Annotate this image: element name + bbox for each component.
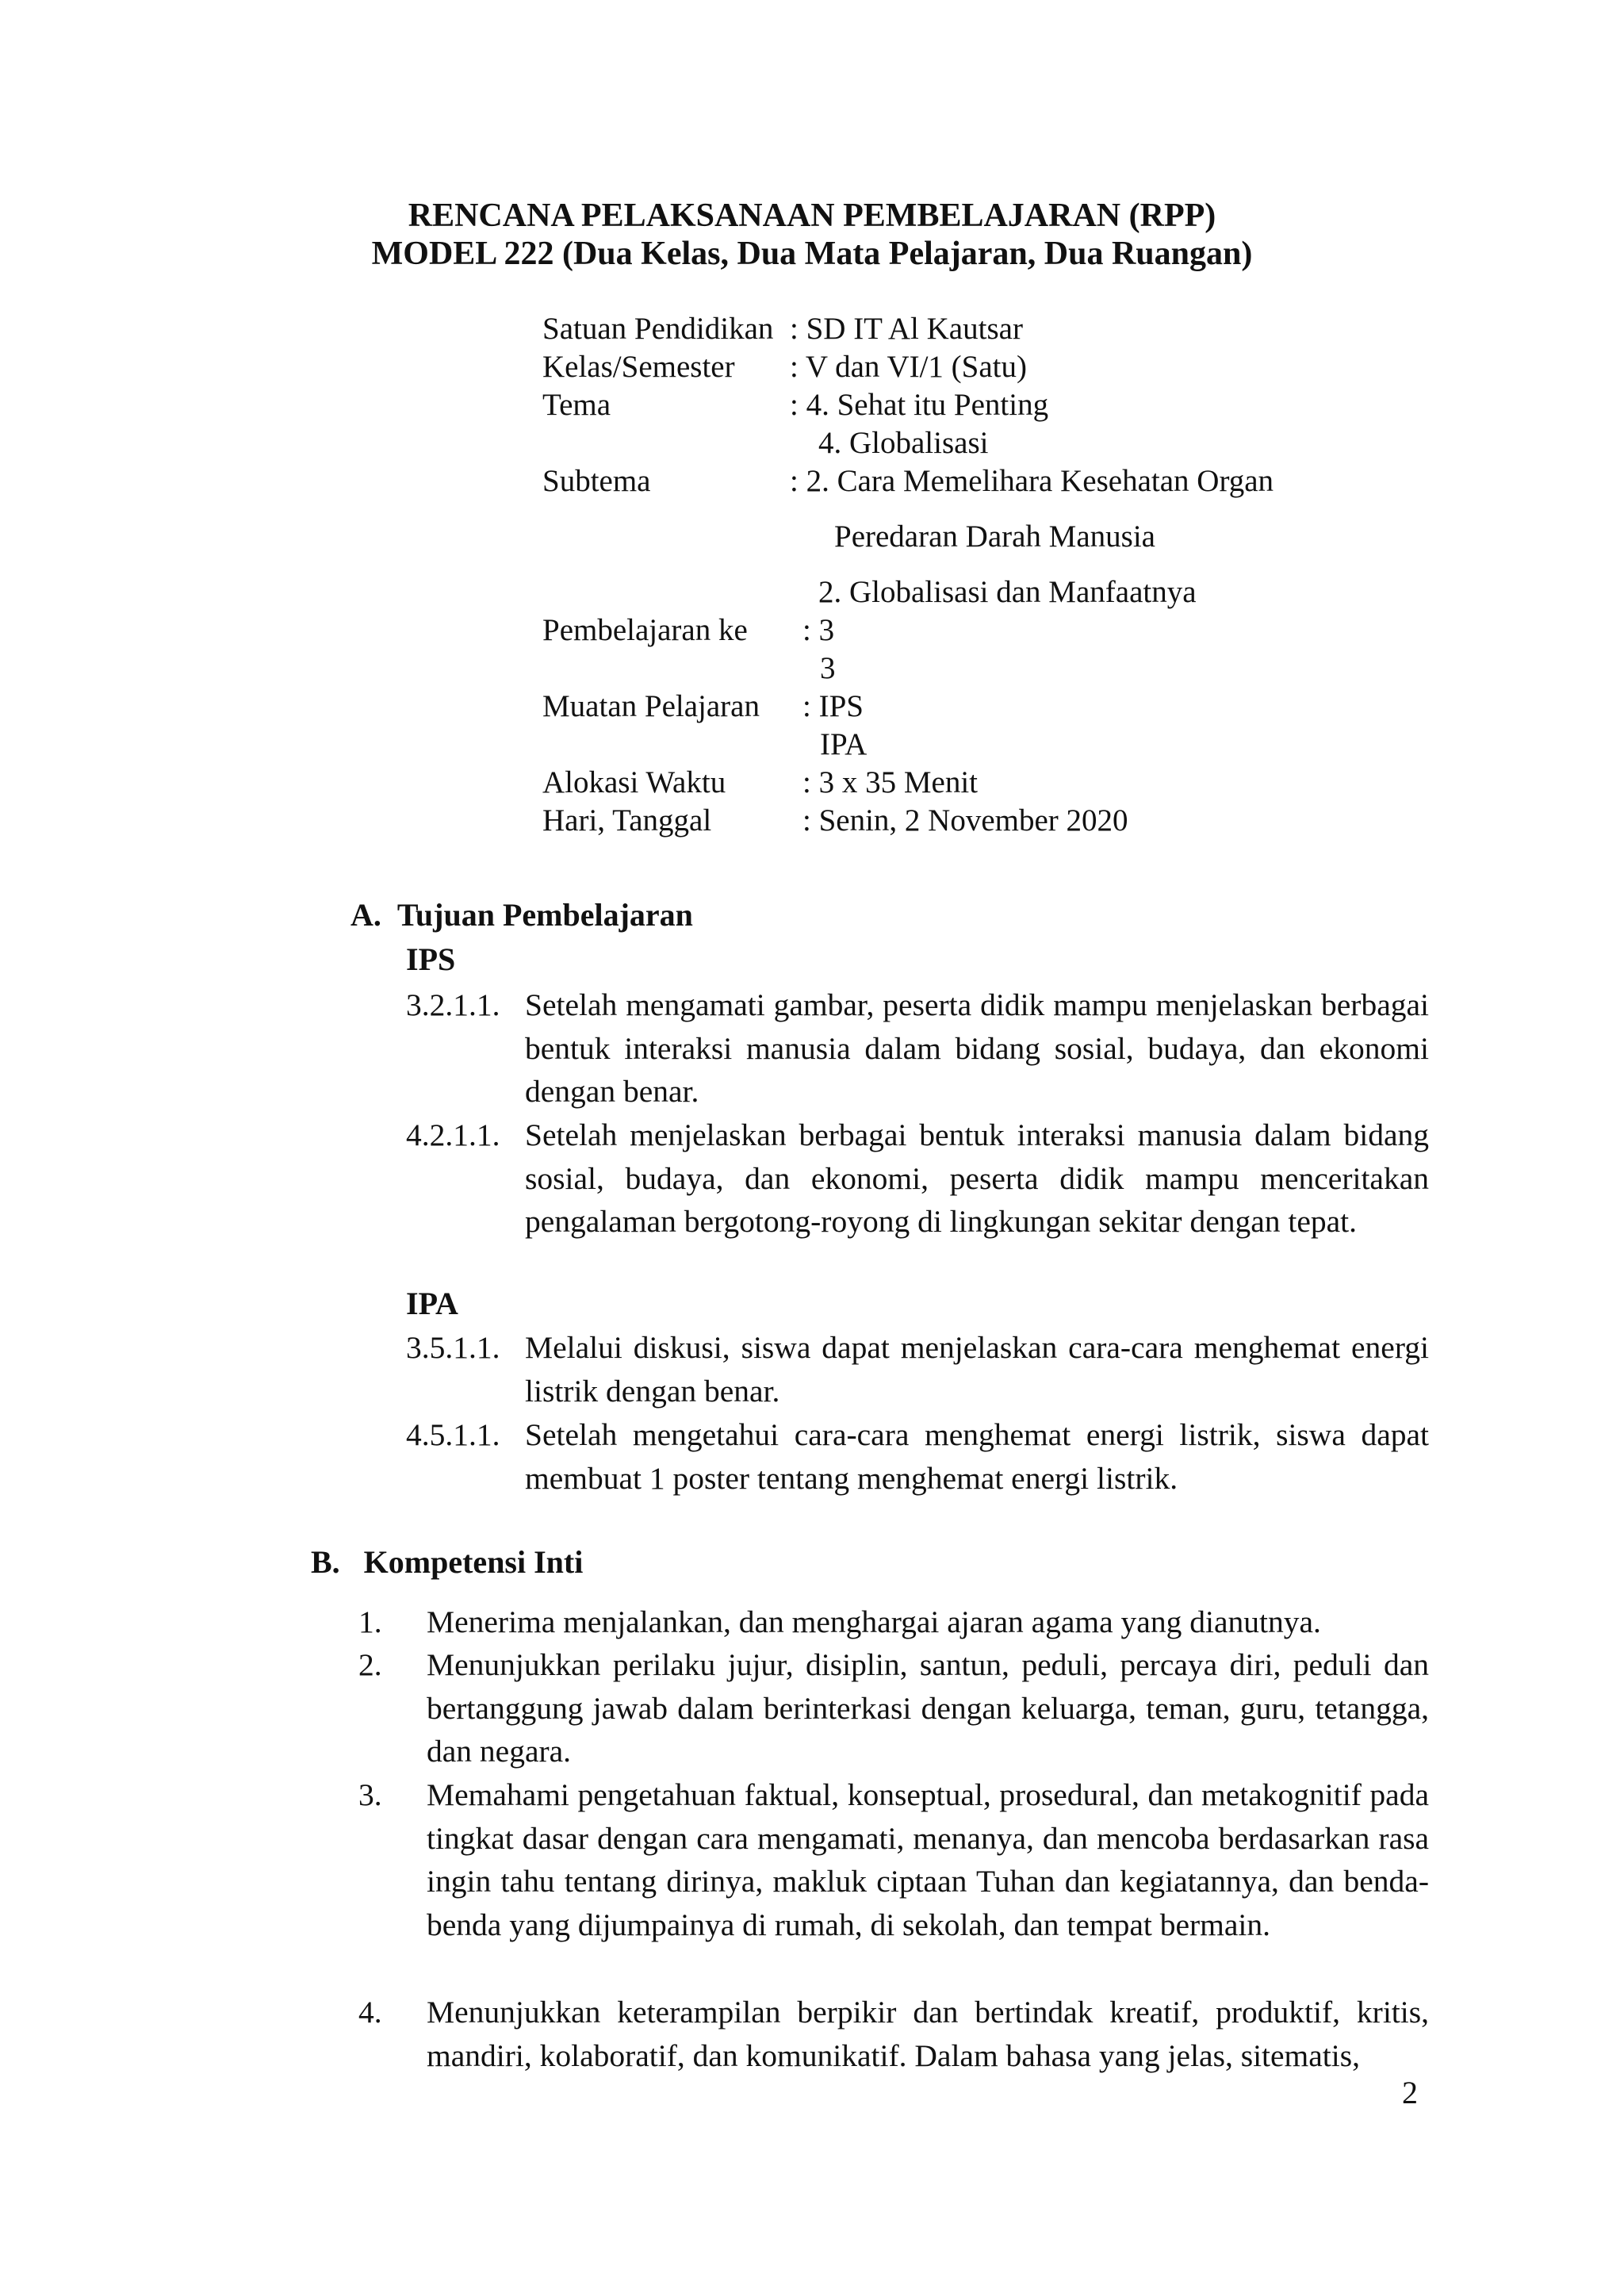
ips-heading: IPS <box>406 941 456 977</box>
pembelajaran-ke-value-2: 3 <box>820 651 836 685</box>
objective-item <box>406 1413 1429 1500</box>
objective-number: 4.5.1.1. <box>406 1417 500 1452</box>
tema-label: Tema <box>542 388 611 422</box>
satuan-pendidikan-value: : SD IT Al Kautsar <box>790 312 1023 346</box>
kompetensi-text: Memahami pengetahuan faktual, konseptual, prosedural, dan metakognitif pada tingkat dasar dengan cara mengamati, menanya, dan mencoba berdasarkan rasa ingin tahu tentang dirinya, makluk ciptaan Tuhan dan kegiatannya, dan benda-benda yang dijumpainya di rumah, di sekolah, dan tempat bermain. <box>427 1777 1429 1942</box>
objective-text: Setelah mengetahui cara-cara menghemat energi listrik, siswa dapat membuat 1 poster tentang menghemat energi listrik. <box>525 1417 1429 1496</box>
kompetensi-item <box>358 1600 1429 1644</box>
objective-text: Setelah menjelaskan berbagai bentuk interaksi manusia dalam bidang sosial, budaya, dan ekonomi, peserta didik mampu menceritakan pengalaman bergotong-royong di lingkungan sekitar dengan tepat. <box>525 1117 1429 1239</box>
satuan-pendidikan-label: Satuan Pendidikan <box>542 312 774 346</box>
kompetensi-number: 3. <box>358 1777 382 1812</box>
tema-value-2: 4. Globalisasi <box>818 426 989 460</box>
document-subtitle: MODEL 222 (Dua Kelas, Dua Mata Pelajaran, Dua Ruangan) <box>371 236 1253 272</box>
page-number: 2 <box>1402 2075 1418 2110</box>
ipa-heading: IPA <box>406 1286 458 1321</box>
subtema-value-2: 2. Globalisasi dan Manfaatnya <box>818 575 1197 609</box>
pembelajaran-ke-label: Pembelajaran ke <box>542 613 748 647</box>
hari-tanggal-label: Hari, Tanggal <box>542 803 712 838</box>
tema-value-1: : 4. Sehat itu Penting <box>790 388 1049 422</box>
alokasi-waktu-label: Alokasi Waktu <box>542 765 726 799</box>
alokasi-waktu-value: : 3 x 35 Menit <box>802 765 978 799</box>
objective-item <box>406 1114 1429 1244</box>
kompetensi-text: Menerima menjalankan, dan menghargai ajaran agama yang dianutnya. <box>427 1604 1321 1639</box>
section-b-heading: B. Kompetensi Inti <box>311 1544 584 1580</box>
objective-text: Melalui diskusi, siswa dapat menjelaskan cara-cara menghemat energi listrik dengan benar. <box>525 1330 1429 1409</box>
objective-item <box>406 1326 1429 1412</box>
objective-number: 3.5.1.1. <box>406 1330 500 1365</box>
kelas-semester-value: : V dan VI/1 (Satu) <box>790 350 1027 384</box>
kompetensi-text: Menunjukkan keterampilan berpikir dan bertindak kreatif, produktif, kritis, mandiri, kolaboratif, dan komunikatif. Dalam bahasa yang jelas, sitematis, <box>427 1995 1429 2073</box>
muatan-pelajaran-value-2: IPA <box>820 727 868 761</box>
objective-number: 4.2.1.1. <box>406 1117 500 1152</box>
kompetensi-item <box>358 1643 1429 1773</box>
muatan-pelajaran-label: Muatan Pelajaran <box>542 689 760 723</box>
kompetensi-number: 1. <box>358 1604 382 1639</box>
kompetensi-number: 2. <box>358 1647 382 1682</box>
objective-text: Setelah mengamati gambar, peserta didik mampu menjelaskan berbagai bentuk interaksi manusia dalam bidang sosial, budaya, dan ekonomi dengan benar. <box>525 987 1429 1109</box>
muatan-pelajaran-value-1: : IPS <box>802 689 864 723</box>
subtema-value-1: : 2. Cara Memelihara Kesehatan Organ <box>790 464 1274 498</box>
section-a-heading: A. Tujuan Pembelajaran <box>350 897 693 933</box>
kompetensi-item <box>358 1773 1429 1946</box>
objective-item-text-wrap <box>406 983 1429 1114</box>
document-title: RENCANA PELAKSANAAN PEMBELAJARAN (RPP) <box>408 197 1216 234</box>
subtema-label: Subtema <box>542 464 651 498</box>
objective-number: 3.2.1.1. <box>406 987 500 1022</box>
kompetensi-text: Menunjukkan perilaku jujur, disiplin, santun, peduli, percaya diri, peduli dan bertanggung jawab dalam berinterkasi dengan keluarga, teman, guru, tetangga, dan negara. <box>427 1647 1429 1769</box>
kompetensi-item <box>358 1991 1429 2077</box>
pembelajaran-ke-value-1: : 3 <box>802 613 835 647</box>
hari-tanggal-value: : Senin, 2 November 2020 <box>802 803 1128 838</box>
subtema-value-1-continued: Peredaran Darah Manusia <box>834 519 1155 554</box>
kelas-semester-label: Kelas/Semester <box>542 350 735 384</box>
kompetensi-number: 4. <box>358 1995 382 2030</box>
